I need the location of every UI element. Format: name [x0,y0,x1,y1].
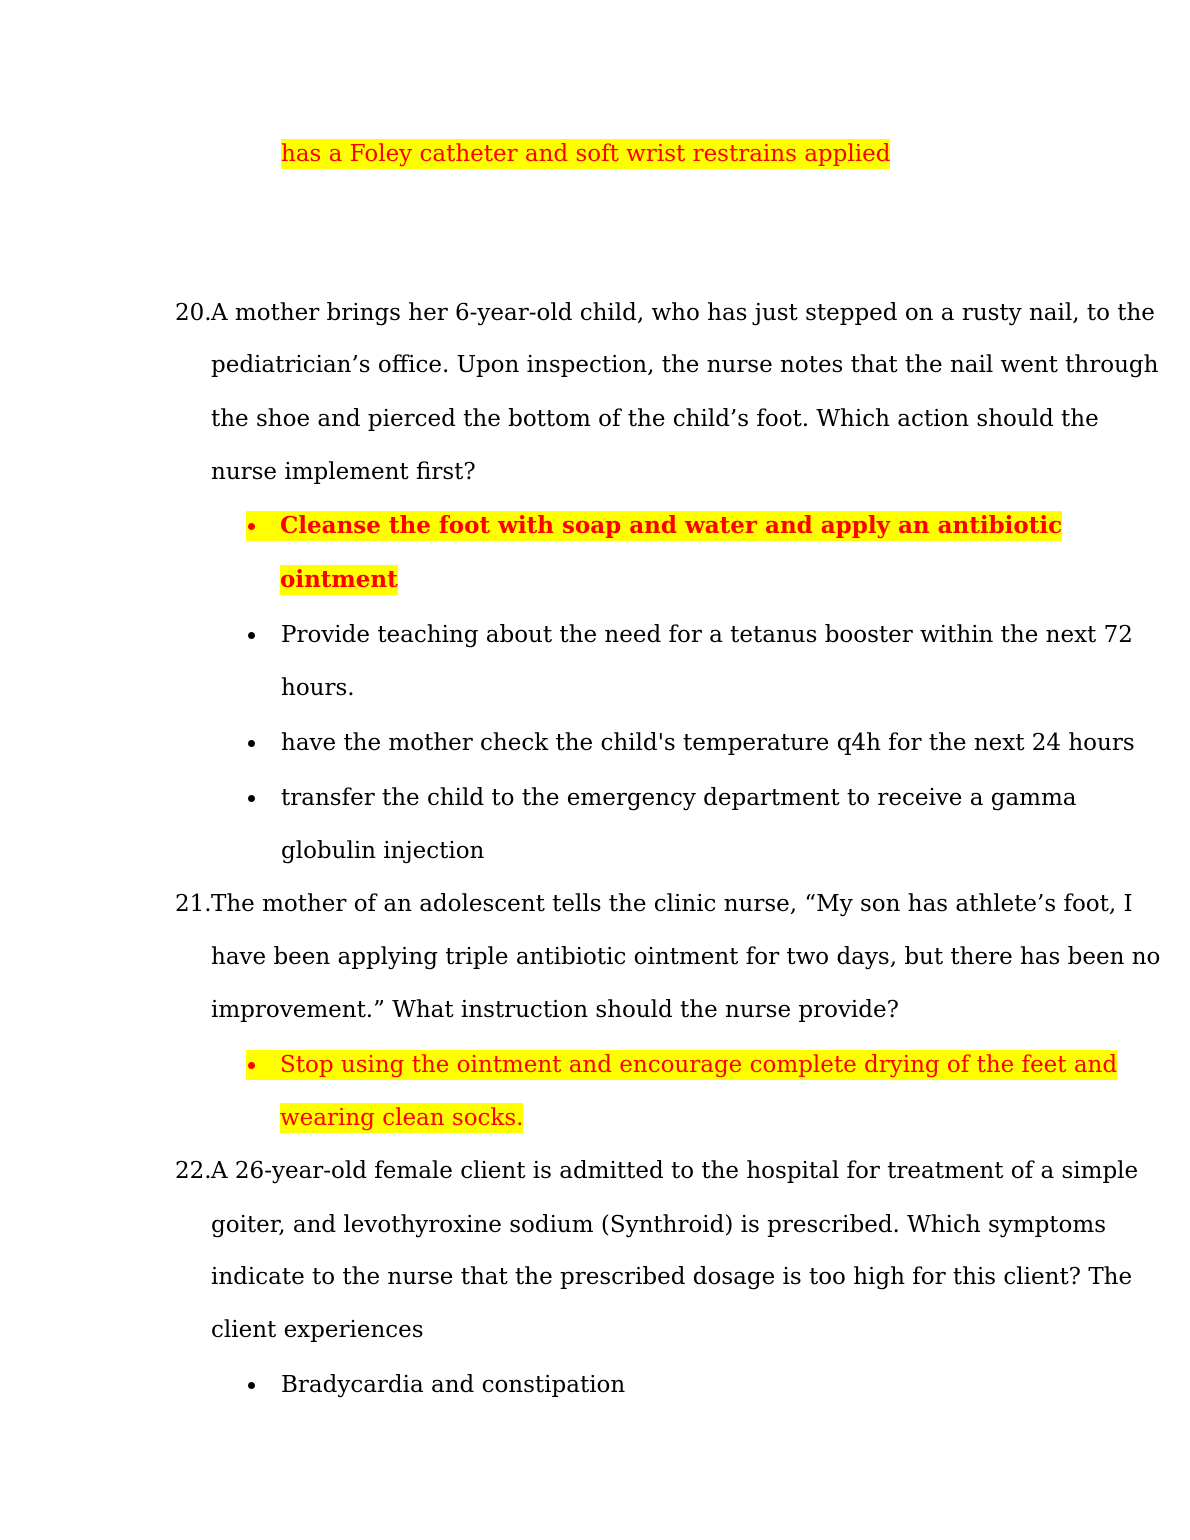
correct-answer-option: Cleanse the foot with soap and water and apply an antibiotic [280,512,1063,539]
question-number: 20. [175,300,212,326]
question-text-line: A mother brings her 6-year-old child, who has just stepped on a rusty nail, to the [211,300,1155,326]
answer-option: hours. [281,675,355,701]
correct-answer-option: ointment [280,566,398,593]
answer-option: transfer the child to the emergency department to receive a gamma [281,785,1077,811]
answer-option: Bradycardia and constipation [281,1372,626,1398]
correct-answer-option: wearing clean socks. [280,1105,524,1131]
answer-option: have the mother check the child's temperature q4h for the next 24 hours [281,730,1135,756]
bullet-icon [246,1370,260,1400]
bullet-icon [246,728,260,758]
bullet-icon [246,1050,280,1080]
question-text-line: indicate to the nurse that the prescribed dosage is too high for this client? The [211,1264,1133,1290]
question-text-line: the shoe and pierced the bottom of the child’s foot. Which action should the [211,406,1099,432]
question-text-line: goiter, and levothyroxine sodium (Synthroid) is prescribed. Which symptoms [211,1212,1107,1238]
bullet-icon [246,783,260,813]
question-text-line: The mother of an adolescent tells the clinic nurse, “My son has athlete’s foot, I [211,891,1133,917]
question-text-line: have been applying triple antibiotic ointment for two days, but there has been no [211,944,1161,970]
question-text-line: client experiences [211,1317,424,1343]
bullet-icon [246,511,280,541]
question-text-line: pediatrician’s office. Upon inspection, the nurse notes that the nail went through [211,352,1159,378]
bullet-icon [246,620,260,650]
answer-option: Provide teaching about the need for a tetanus booster within the next 72 [281,622,1133,648]
question-number: 21. [175,891,212,917]
question-number: 22. [175,1158,212,1184]
question-text-line: nurse implement first? [211,459,476,485]
correct-answer-option: Stop using the ointment and encourage complete drying of the feet and [280,1052,1118,1078]
answer-option: globulin injection [281,838,485,864]
question-text-line: A 26-year-old female client is admitted to the hospital for treatment of a simple [211,1158,1139,1184]
carryover-answer: has a Foley catheter and soft wrist restrains applied [281,141,891,167]
question-text-line: improvement.” What instruction should the nurse provide? [211,997,899,1023]
